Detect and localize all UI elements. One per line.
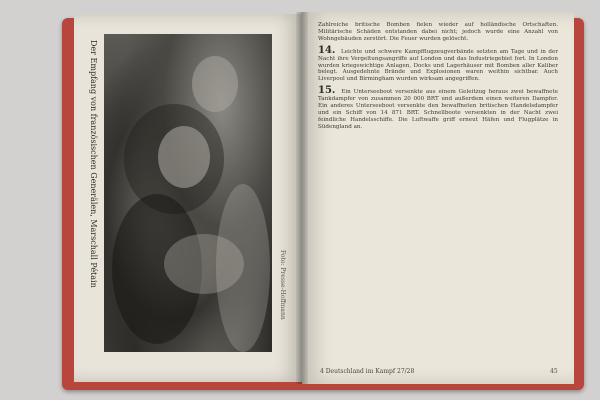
photo-light-area bbox=[216, 184, 270, 352]
section-14 bbox=[318, 44, 558, 84]
intro-paragraph: Zahlreiche britische Bomben fielen wieder auf holländische Ortschaften. Militärische Schäden entstanden dabei nicht; jedoch wurde eine Anzahl von Wohngebäuden zerstört. Die Feuer wurden gelöscht. bbox=[318, 22, 558, 42]
page-footer: 4 Deutschland im Kampf 27/28 bbox=[320, 368, 415, 375]
section-14-number: 14. bbox=[318, 44, 336, 56]
photo-credit: Foto: Presse-Hoffmann bbox=[279, 250, 286, 320]
photo-caption: Der Empfang von französischen Generälen, Marschall Pétain bbox=[89, 40, 98, 288]
section-15-text: Ein Unterseeboot versenkte aus einem Geleitzug heraus zwei bewaffnete Tankdampfer von zusammen 20 000 BRT und außerdem einen weiteren Dampfer. Ein anderes Unterseeboot versenkte den bewaffneten britischen Handelsdampfer und ein Schiff von 14 871 BRT. Schnellboote versenkten in der Nacht zwei feindliche Handelsschiffe. Die Luftwaffe griff erneut Häfen und Flugplätze in Südengland an. bbox=[318, 89, 558, 130]
book-gutter bbox=[296, 12, 308, 384]
section-15-number: 15. bbox=[318, 85, 336, 97]
photo-face-background bbox=[192, 56, 238, 112]
section-14-text: Leichte und schwere Kampfflugzeugverbände setzten am Tage und in der Nacht ihre Vergeltungsangriffe auf London und das Industriegebiet fort. In London wurden kriegswichtige Anlagen, Docks und Lagerhäuser mit Bomben aller Kaliber belegt. Ausgedehnte Brände und Explosionen waren weithin sichtbar. Auch Liverpool und Birmingham wurden wirksam angegriffen. bbox=[318, 48, 558, 83]
black-and-white-photograph bbox=[104, 34, 272, 352]
section-15 bbox=[318, 85, 558, 130]
right-page-text bbox=[318, 22, 558, 364]
page-number: 45 bbox=[550, 368, 558, 375]
photo-face-center bbox=[158, 126, 210, 188]
